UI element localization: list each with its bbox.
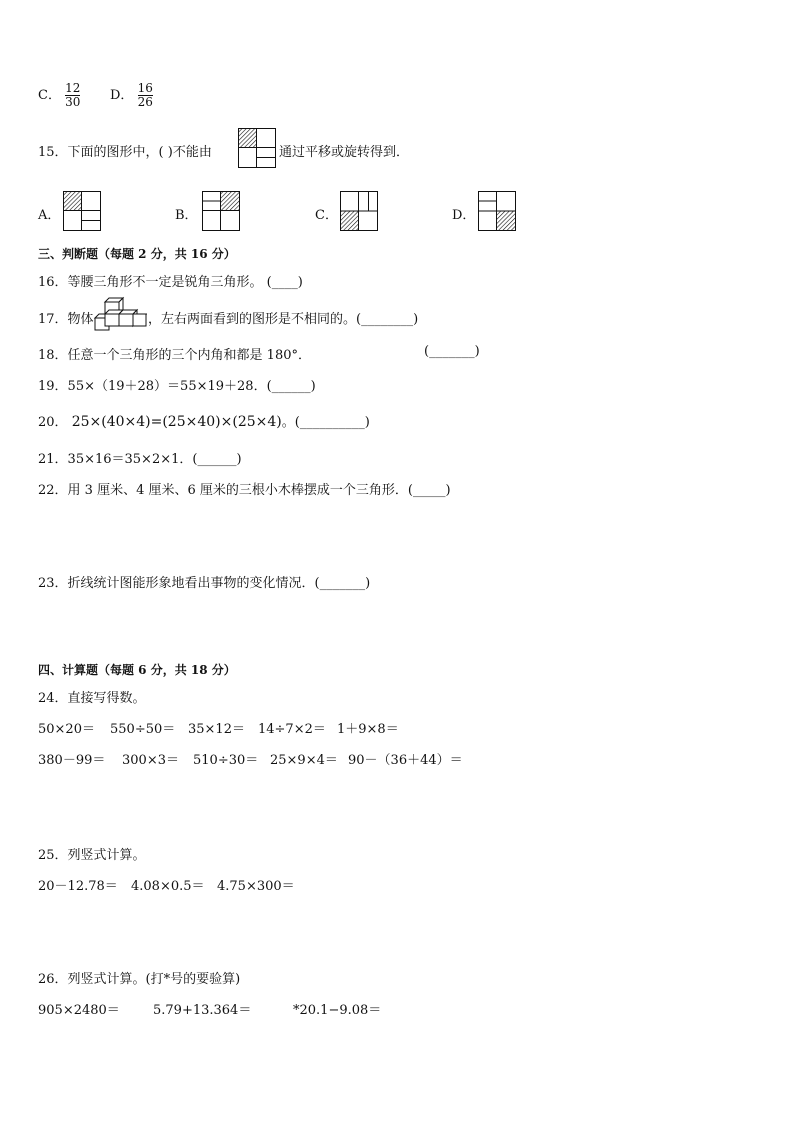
q23-question: 23．折线统计图能形象地看出事物的变化情况．(_______): [38, 576, 371, 591]
q21-question: 21．35×16＝35×2×1．(______): [38, 452, 242, 467]
q25-item: 4.75×300＝: [217, 879, 295, 894]
section-4-title: 四、计算题（每题 6 分，共 18 分）: [38, 663, 236, 677]
q15-option-c-label[interactable]: C．: [315, 208, 338, 223]
q24-item: 25×9×4＝: [270, 753, 338, 768]
q18-answer-blank[interactable]: (_______): [424, 344, 480, 359]
q19-question: 19．55×（19＋28）＝55×19＋28．(______): [38, 379, 316, 394]
q24-item: 510÷30＝: [193, 753, 259, 768]
q22-question: 22．用 3 厘米、4 厘米、6 厘米的三根小木棒摆成一个三角形．(_____): [38, 483, 451, 498]
q14-option-c[interactable]: [38, 82, 80, 109]
q17-question-tail: ，左右两面看到的图形是不相同的。(________): [148, 312, 419, 327]
q26-question: 26．列竖式计算。(打*号的要验算): [38, 972, 241, 987]
q15-option-a-figure[interactable]: [63, 191, 101, 231]
q24-item: 1＋9×8＝: [337, 722, 399, 737]
q24-question: 24．直接写得数。: [38, 691, 146, 706]
q15-option-c-figure[interactable]: [340, 191, 378, 231]
q24-item: 380－99＝: [38, 753, 106, 768]
q17-cube-object-figure: [92, 296, 148, 334]
q16-question: 16．等腰三角形不一定是锐角三角形。 (____): [38, 275, 303, 290]
q14-option-d-label: D．: [110, 88, 134, 103]
q14-option-c-fraction: $\frac{12}{30}$: [65, 81, 81, 109]
q26-item: *20.1−9.08＝: [293, 1003, 382, 1018]
q15-question: 15．下面的图形中，( )不能由: [38, 145, 212, 160]
q15-option-d-label[interactable]: D．: [452, 208, 476, 223]
q24-item: 14÷7×2＝: [258, 722, 326, 737]
q15-option-d-figure[interactable]: [478, 191, 516, 231]
q14-option-c-label: C．: [38, 88, 61, 103]
q24-item: 550÷50＝: [110, 722, 176, 737]
q14-option-d-fraction: $\frac{16}{26}$: [137, 81, 153, 109]
q14-option-d[interactable]: [110, 82, 153, 109]
q24-item: 300×3＝: [122, 753, 179, 768]
q15-option-b-label[interactable]: B．: [175, 208, 198, 223]
q26-item: 5.79+13.364＝: [153, 1003, 252, 1018]
q20-expression: 25×(40×4)=(25×40)×(25×4): [71, 414, 282, 430]
q24-item: 50×20＝: [38, 722, 95, 737]
q25-question: 25．列竖式计算。: [38, 848, 146, 863]
section-3-title: 三、判断题（每题 2 分，共 16 分）: [38, 247, 236, 261]
q18-question: 18．任意一个三角形的三个内角和都是 180°．: [38, 348, 311, 363]
q26-item: 905×2480＝: [38, 1003, 120, 1018]
q15-reference-figure: [238, 128, 276, 168]
q15-option-a-label[interactable]: A．: [38, 208, 61, 223]
q17-question: 17．物体: [38, 312, 94, 327]
q24-item: 90－（36＋44）＝: [348, 753, 463, 768]
q24-item: 35×12＝: [188, 722, 245, 737]
q25-item: 20－12.78＝: [38, 879, 118, 894]
q15-question-tail: 通过平移或旋转得到．: [279, 145, 410, 160]
q15-option-b-figure[interactable]: [202, 191, 240, 231]
q20-question: 20． 25×(40×4)=(25×40)×(25×4)。(__________): [38, 414, 370, 430]
q25-item: 4.08×0.5＝: [131, 879, 205, 894]
